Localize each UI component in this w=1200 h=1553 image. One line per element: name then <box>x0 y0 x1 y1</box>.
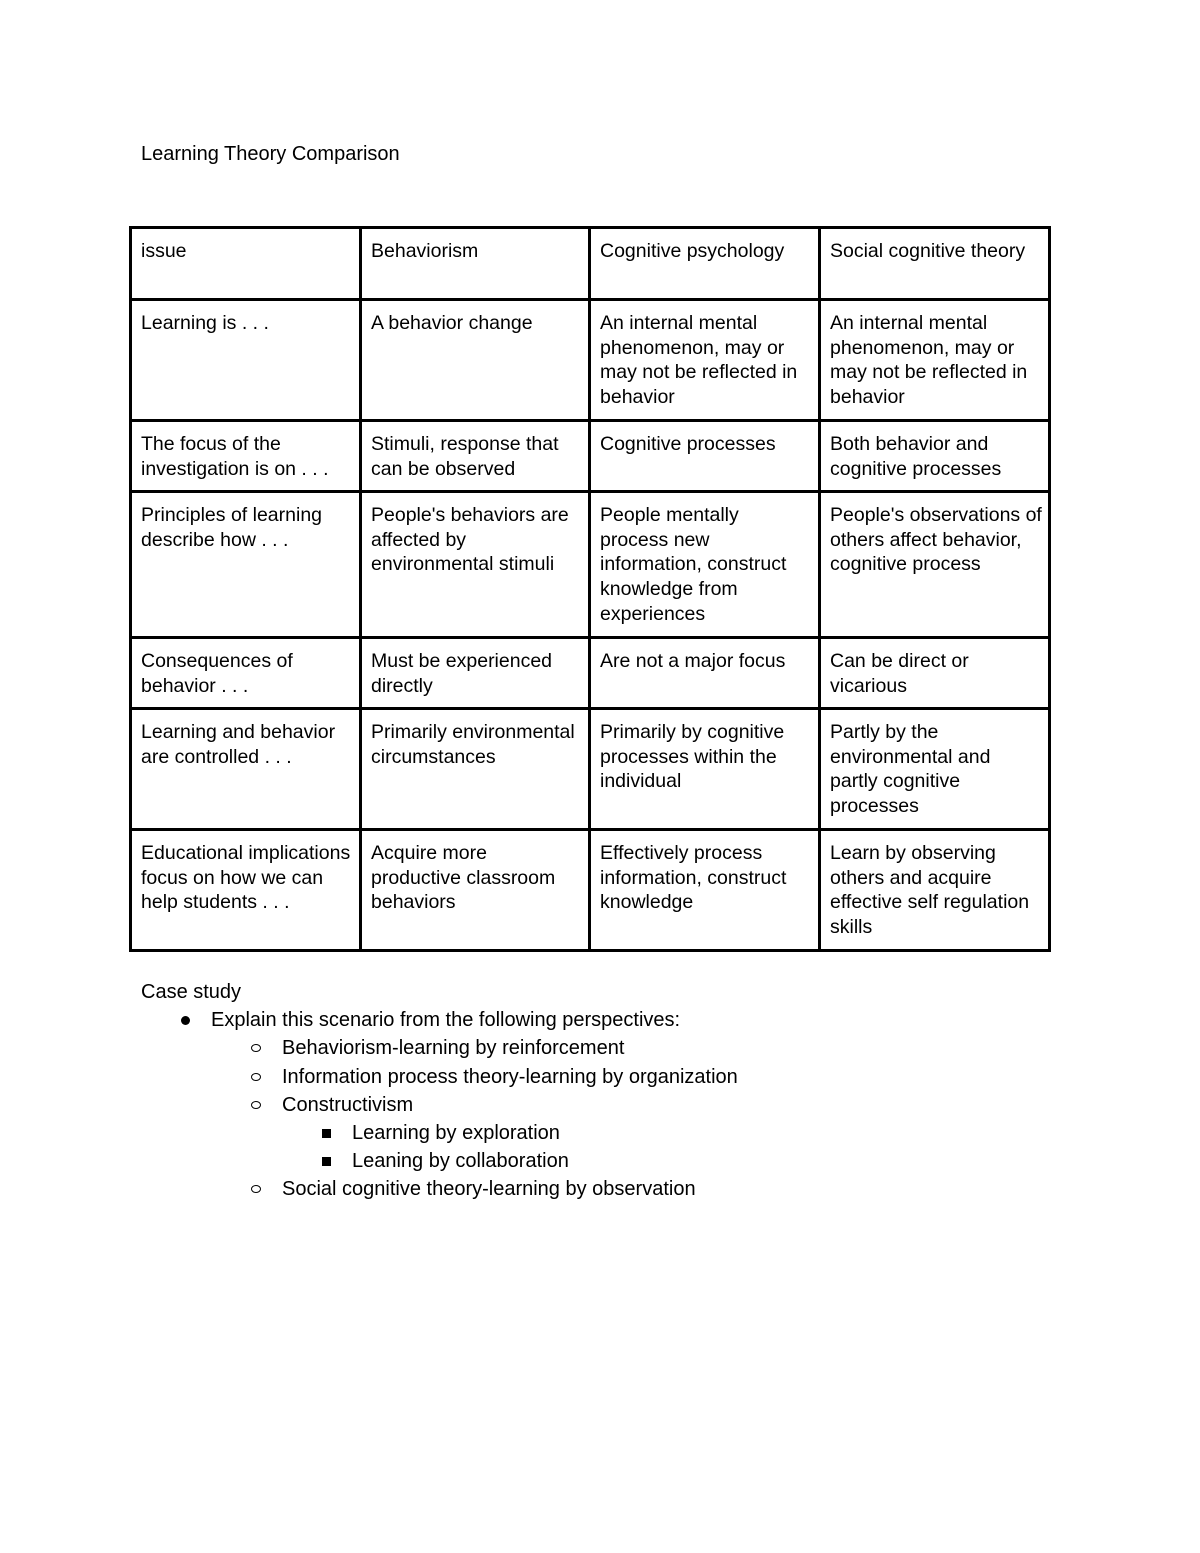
table-cell: The focus of the investigation is on . . . <box>131 421 361 492</box>
table-cell: Cognitive processes <box>590 421 820 492</box>
perspectives-list <box>141 1034 1041 1119</box>
table-row <box>131 709 1050 830</box>
table-cell: People's behaviors are affected by environmental stimuli <box>361 492 590 638</box>
bullet-circle-icon <box>248 1175 264 1203</box>
table-cell: An internal mental phenomenon, may or may not be reflected in behavior <box>820 300 1050 421</box>
bullet-disc-icon <box>177 1006 193 1034</box>
table-cell: Must be experienced directly <box>361 638 590 709</box>
list-item <box>141 1119 1041 1147</box>
case-study-section <box>141 978 1041 1204</box>
list-item <box>141 1147 1041 1175</box>
table-row <box>131 492 1050 638</box>
learning-theory-table <box>129 226 1051 952</box>
table-cell: Partly by the environmental and partly cognitive processes <box>820 709 1050 830</box>
table-cell: Cognitive psychology <box>590 228 820 300</box>
list-item <box>141 1034 1041 1062</box>
table-cell: Primarily environmental circumstances <box>361 709 590 830</box>
constructivism-sublist <box>141 1119 1041 1175</box>
list-item <box>141 1006 1041 1034</box>
list-item <box>141 1063 1041 1091</box>
constructivism-exploration: Learning by exploration <box>352 1122 560 1145</box>
document-title: Learning Theory Comparison <box>141 143 400 165</box>
table-cell: Acquire more productive classroom behaviors <box>361 830 590 951</box>
table-row <box>131 300 1050 421</box>
table-cell: issue <box>131 228 361 300</box>
case-study-heading: Case study <box>141 981 242 1003</box>
table-row <box>131 830 1050 951</box>
table-cell: Educational implications focus on how we can help students . . . <box>131 830 361 951</box>
table-cell: Learning is . . . <box>131 300 361 421</box>
bullet-circle-icon <box>248 1034 264 1062</box>
table-cell: Learning and behavior are controlled . . . <box>131 709 361 830</box>
bullet-circle-icon <box>248 1063 264 1091</box>
perspective-social-cognitive: Social cognitive theory-learning by observation <box>282 1178 696 1201</box>
table-cell: Learn by observing others and acquire effective self regulation skills <box>820 830 1050 951</box>
table-cell: Primarily by cognitive processes within the individual <box>590 709 820 830</box>
list-item <box>141 1091 1041 1119</box>
bullet-square-icon <box>318 1147 334 1175</box>
table-cell: Principles of learning describe how . . . <box>131 492 361 638</box>
table-row <box>131 228 1050 300</box>
perspective-behaviorism: Behaviorism-learning by reinforcement <box>282 1037 625 1060</box>
case-study-list <box>141 1006 1041 1034</box>
table-cell: People's observations of others affect behavior, cognitive process <box>820 492 1050 638</box>
perspective-information-process: Information process theory-learning by organization <box>282 1065 738 1088</box>
perspective-constructivism: Constructivism <box>282 1093 414 1116</box>
table-cell: Consequences of behavior . . . <box>131 638 361 709</box>
table-cell: A behavior change <box>361 300 590 421</box>
list-item <box>141 1175 1041 1203</box>
table-cell: Can be direct or vicarious <box>820 638 1050 709</box>
table-cell: Both behavior and cognitive processes <box>820 421 1050 492</box>
table-cell: People mentally process new information, construct knowledge from experiences <box>590 492 820 638</box>
table-cell: Stimuli, response that can be observed <box>361 421 590 492</box>
case-study-prompt: Explain this scenario from the following perspectives: <box>211 1009 681 1032</box>
bullet-square-icon <box>318 1119 334 1147</box>
table-cell: Social cognitive theory <box>820 228 1050 300</box>
perspectives-list-continued <box>141 1175 1041 1203</box>
table-row <box>131 421 1050 492</box>
table-cell: An internal mental phenomenon, may or may not be reflected in behavior <box>590 300 820 421</box>
table-row <box>131 638 1050 709</box>
table-cell: Behaviorism <box>361 228 590 300</box>
table-cell: Effectively process information, construct knowledge <box>590 830 820 951</box>
constructivism-collaboration: Leaning by collaboration <box>352 1150 569 1173</box>
table-cell: Are not a major focus <box>590 638 820 709</box>
bullet-circle-icon <box>248 1091 264 1119</box>
